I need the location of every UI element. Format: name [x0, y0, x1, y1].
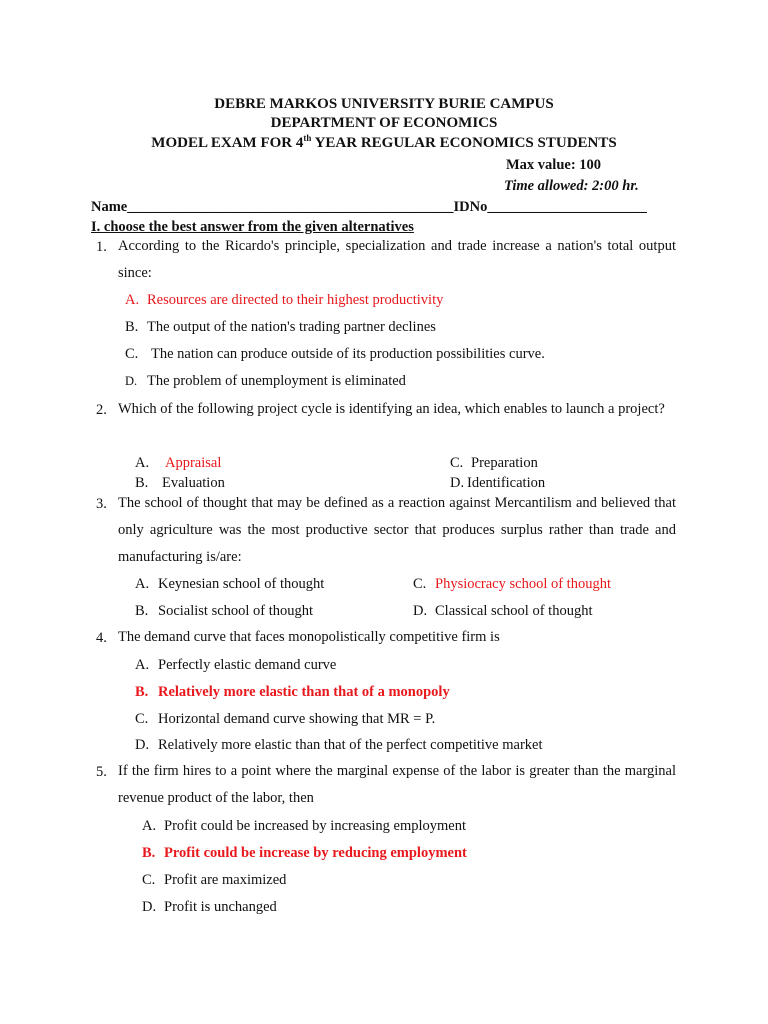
q3-option-b[interactable]: [135, 602, 313, 620]
q5-option-d[interactable]: [142, 898, 277, 916]
question-4-text: The demand curve that faces monopolistically competitive firm is: [118, 629, 500, 645]
name-label: Name: [91, 199, 128, 215]
q3-option-d-text: Classical school of thought: [435, 603, 593, 619]
q2-option-c-letter: C.: [450, 455, 464, 471]
question-5-text: If the firm hires to a point where the marginal expense of the labor is greater than the marginal revenue product of the labor, then: [118, 763, 676, 806]
q2-option-c-text: Preparation: [471, 455, 538, 471]
question-1-text: According to the Ricardo's principle, specialization and trade increase a nation's total output since:: [118, 238, 676, 281]
q4-option-c-text: Horizontal demand curve showing that MR = P.: [158, 711, 436, 727]
q1-option-c-letter: C.: [125, 346, 139, 362]
name-id-line: [91, 198, 647, 216]
department-title: DEPARTMENT OF ECONOMICS: [270, 115, 498, 131]
q5-option-c[interactable]: [142, 871, 286, 889]
q2-option-b-text: Evaluation: [162, 475, 225, 491]
q2-option-a-text: Appraisal: [165, 455, 222, 471]
q3-option-a-letter: A.: [135, 576, 150, 592]
q4-option-c-letter: C.: [135, 711, 149, 727]
q5-option-d-letter: D.: [142, 899, 157, 915]
exam-title-post: YEAR REGULAR ECONOMICS STUDENTS: [311, 135, 617, 151]
q4-option-d-letter: D.: [135, 737, 150, 753]
q1-option-b-letter: B.: [125, 319, 139, 335]
question-4-number: 4.: [96, 630, 107, 646]
id-label: IDNo: [453, 199, 488, 215]
q1-option-c[interactable]: [125, 345, 545, 363]
exam-title: [0, 134, 768, 152]
q1-option-a[interactable]: [125, 291, 443, 309]
q3-option-c-letter: C.: [413, 576, 427, 592]
time-allowed: Time allowed: 2:00 hr.: [504, 178, 639, 194]
q5-option-a[interactable]: [142, 817, 466, 835]
q5-option-a-text: Profit could be increased by increasing employment: [164, 818, 466, 834]
question-2-number: 2.: [96, 402, 107, 418]
q2-option-b-letter: B.: [135, 475, 149, 491]
q2-option-c[interactable]: [450, 454, 538, 472]
q4-option-b[interactable]: [135, 683, 450, 701]
q4-option-d[interactable]: [135, 736, 543, 754]
exam-title-sup: th: [303, 133, 312, 143]
q4-option-c[interactable]: [135, 710, 435, 728]
q5-option-c-text: Profit are maximized: [164, 872, 287, 888]
q3-option-a-text: Keynesian school of thought: [158, 576, 325, 592]
q3-option-a[interactable]: [135, 575, 324, 593]
q5-option-d-text: Profit is unchanged: [164, 899, 277, 915]
question-1-number: 1.: [96, 239, 107, 255]
q4-option-b-text: Relatively more elastic than that of a monopoly: [158, 684, 450, 700]
q5-option-b-text: Profit could be increase by reducing employment: [164, 845, 467, 861]
q2-option-d-letter: D.: [450, 475, 465, 491]
q2-option-a[interactable]: [135, 454, 221, 472]
q4-option-b-letter: B.: [135, 684, 149, 700]
q4-option-d-text: Relatively more elastic than that of the perfect competitive market: [158, 737, 543, 753]
q5-option-c-letter: C.: [142, 872, 156, 888]
q3-option-d[interactable]: [413, 602, 592, 620]
q1-option-d-text: The problem of unemployment is eliminated: [147, 373, 406, 389]
q3-option-c-text: Physiocracy school of thought: [435, 576, 611, 592]
q4-option-a-letter: A.: [135, 657, 150, 673]
q3-option-b-letter: B.: [135, 603, 149, 619]
university-title: DEBRE MARKOS UNIVERSITY BURIE CAMPUS: [214, 96, 554, 112]
q3-option-c[interactable]: [413, 575, 611, 593]
q5-option-b-letter: B.: [142, 845, 156, 861]
q2-option-d-text: Identification: [467, 475, 546, 491]
question-3-number: 3.: [96, 496, 107, 512]
q1-option-d[interactable]: [125, 372, 406, 390]
q1-option-a-letter: A.: [125, 292, 140, 308]
q5-option-a-letter: A.: [142, 818, 157, 834]
exam-title-pre: MODEL EXAM FOR 4: [151, 135, 304, 151]
question-3-text: The school of thought that may be defined as a reaction against Mercantilism and believed that only agriculture was the most productive sector that produces surplus rather than trade and manufacturing is/are:: [118, 495, 676, 565]
q1-option-d-letter: D.: [125, 374, 138, 388]
q3-option-b-text: Socialist school of thought: [158, 603, 314, 619]
question-5-number: 5.: [96, 764, 107, 780]
q4-option-a-text: Perfectly elastic demand curve: [158, 657, 337, 673]
q3-option-d-letter: D.: [413, 603, 428, 619]
id-blank[interactable]: ______________________: [487, 199, 647, 215]
q1-option-b-text: The output of the nation's trading partner declines: [147, 319, 436, 335]
section-title: I. choose the best answer from the given alternatives: [91, 219, 414, 235]
q5-option-b[interactable]: [142, 844, 467, 862]
question-2-text: Which of the following project cycle is identifying an idea, which enables to launch a project?: [118, 401, 665, 417]
q1-option-b[interactable]: [125, 318, 436, 336]
name-blank[interactable]: _____________________________________________: [127, 199, 454, 215]
q1-option-a-text: Resources are directed to their highest productivity: [147, 292, 444, 308]
q1-option-c-text: The nation can produce outside of its production possibilities curve.: [151, 346, 545, 362]
max-value: Max value: 100: [506, 157, 602, 173]
q4-option-a[interactable]: [135, 656, 336, 674]
q2-option-a-letter: A.: [135, 455, 150, 471]
